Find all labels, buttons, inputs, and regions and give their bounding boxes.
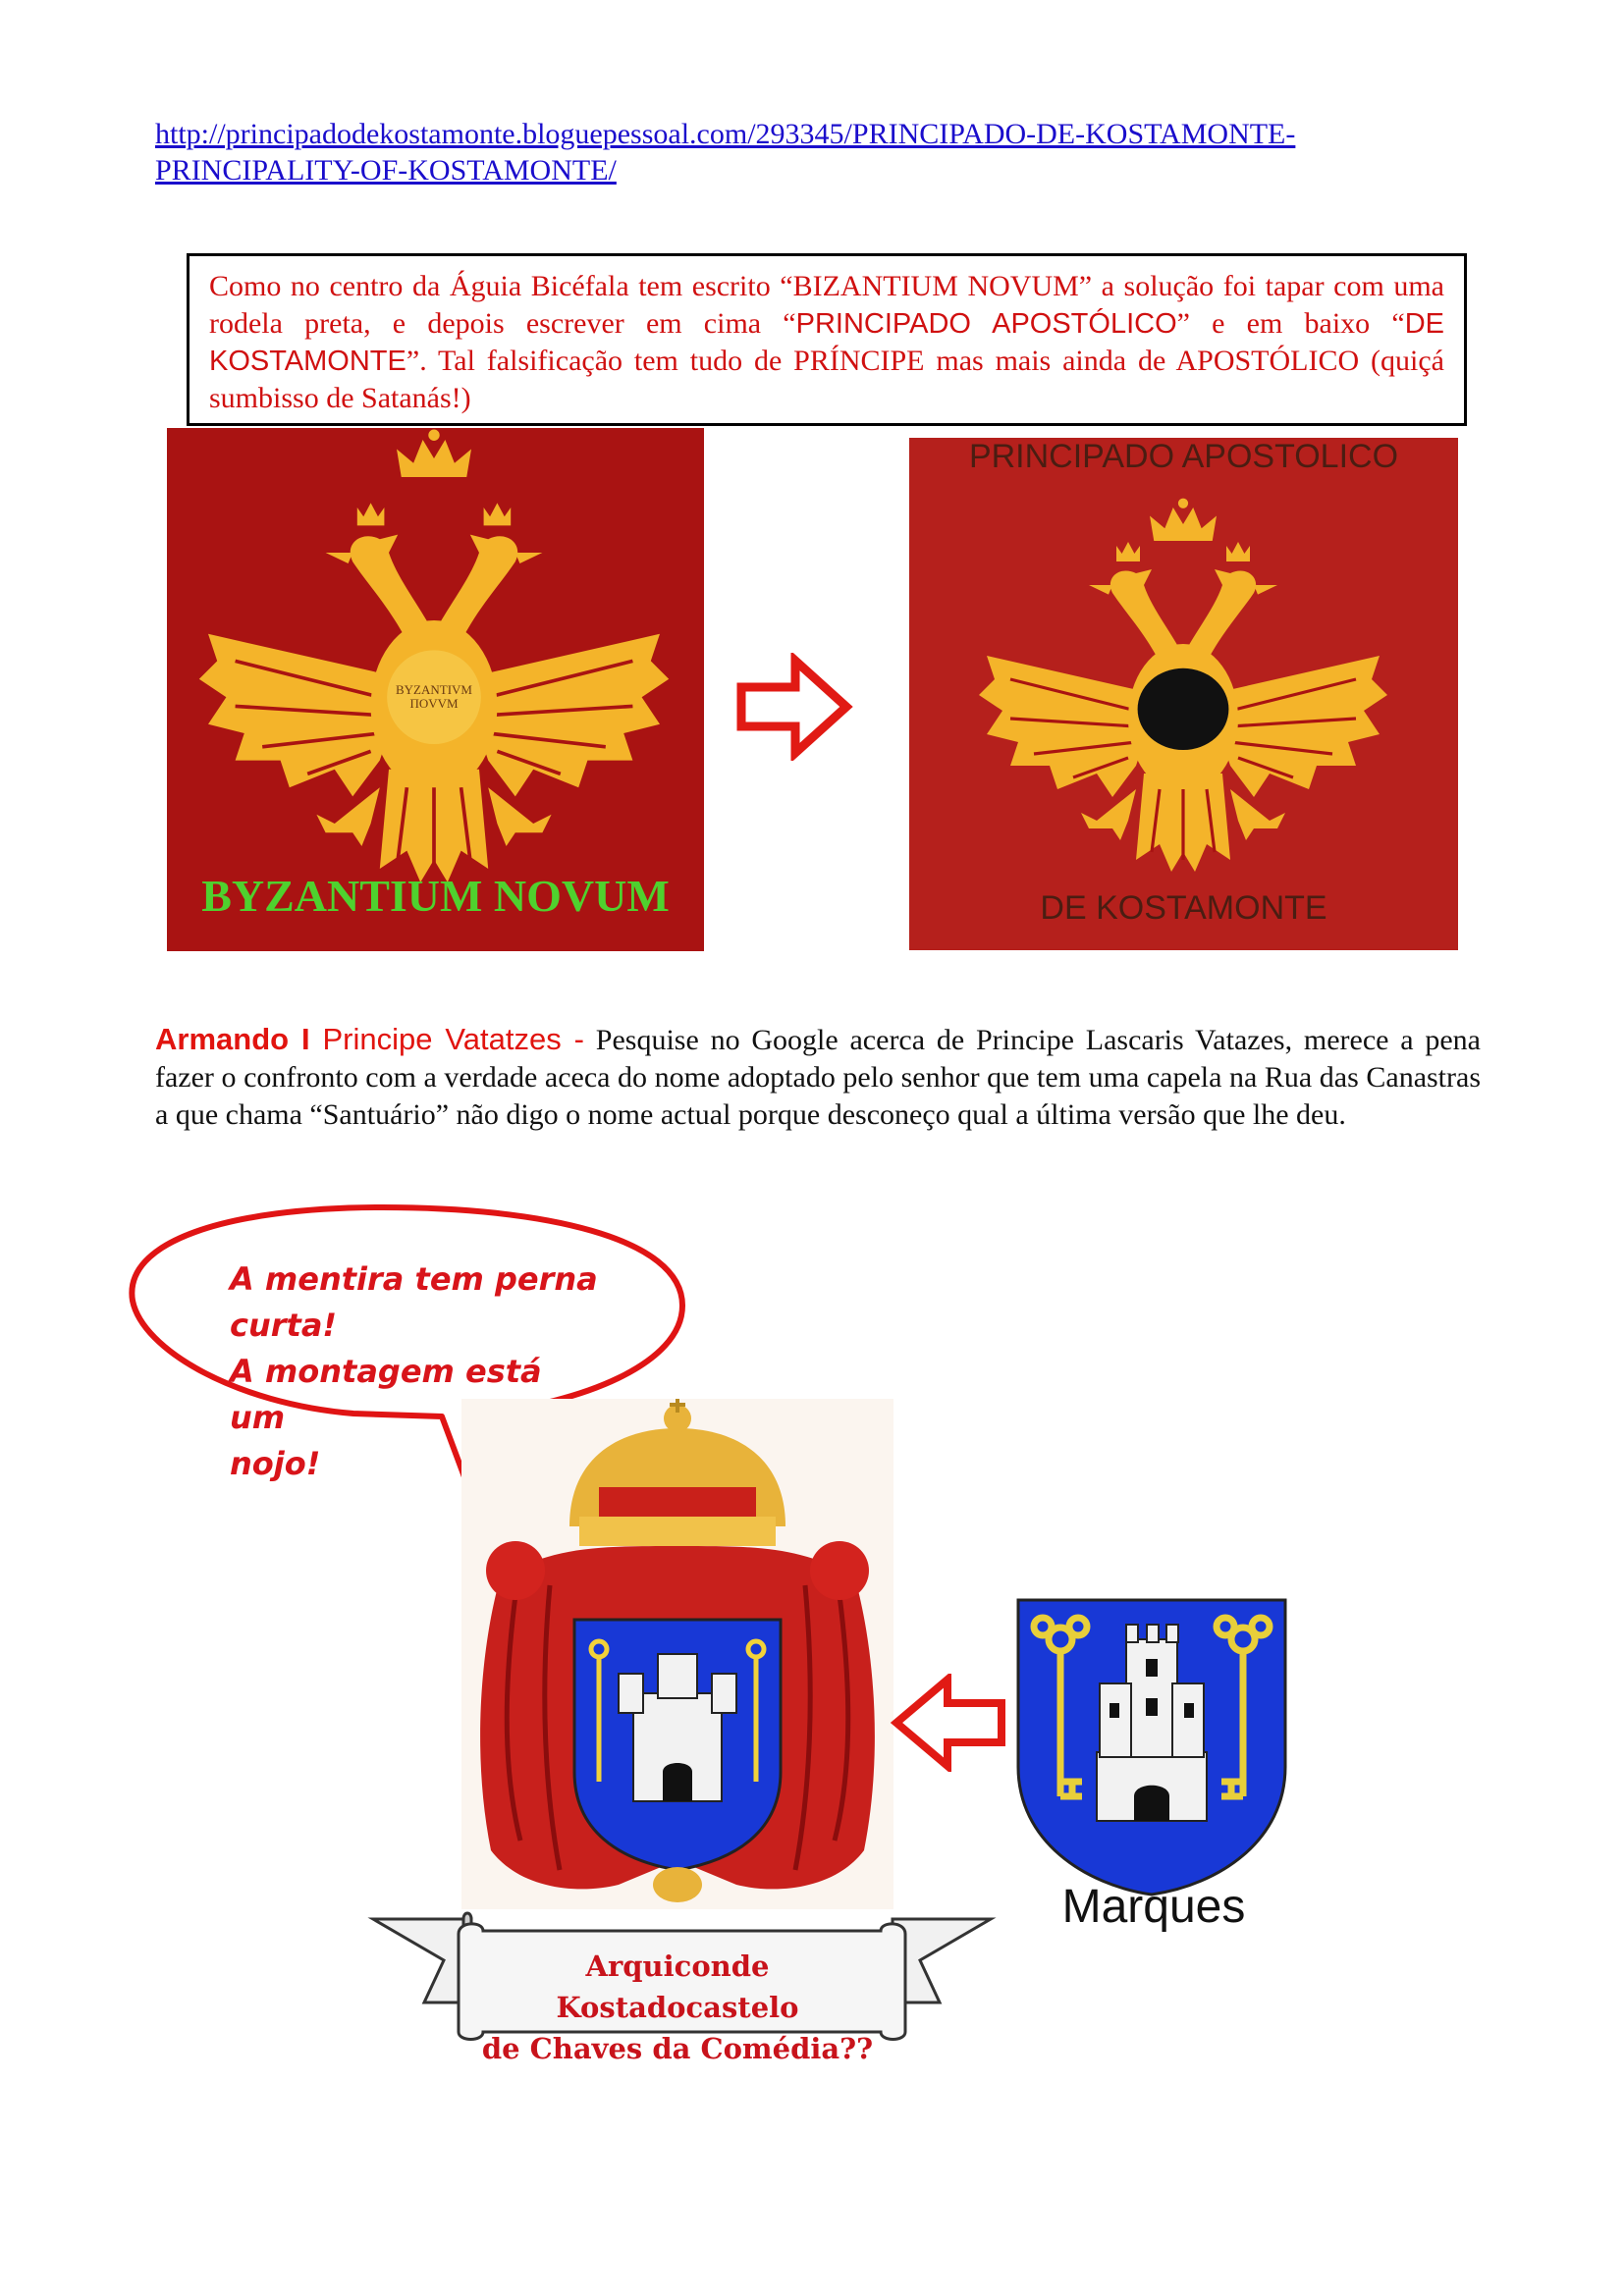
person-name-rest: Principe Vatatzes - <box>309 1022 584 1056</box>
bubble-line-2: curta! <box>230 1307 338 1344</box>
person-name-bold: Armando I <box>155 1022 310 1056</box>
bubble-line-3: A montagem está um <box>230 1353 542 1436</box>
coat-of-arms-mantle <box>461 1399 893 1909</box>
double-headed-eagle-icon <box>909 438 1458 950</box>
flag-right-bottom-caption: DE KOSTAMONTE <box>1040 889 1327 927</box>
caption-principado: PRINCIPADO APOSTÓLICO <box>795 308 1177 340</box>
paragraph-text: Pesquise no Google acerca de Principe Lascaris Vatazes, merece a pena fazer o confronto com a verdade aceca do nome adoptado pelo senhor que tem uma capela na Rua das Canastras a que chama “Santuário” não digo o nome actual porque desconeço qual a última versão que lhe deu. <box>155 1024 1481 1131</box>
caption-kostamonte: DE KOSTAMONTE <box>209 308 1444 377</box>
flag-principado <box>909 438 1458 950</box>
shield-label: Marques <box>1061 1881 1246 1933</box>
eagle-inscription <box>385 683 483 711</box>
description-paragraph <box>155 1021 1481 1134</box>
left-arrow-icon <box>889 1674 1006 1772</box>
source-link[interactable]: http://principadodekostamonte.bloguepessoal.com/293345/PRINCIPADO-DE-KOSTAMONTE-PRINCIPALITY-OF-KOSTAMONTE/ <box>155 118 1296 187</box>
caption-text-2: ” e em baixo “ <box>1176 307 1405 340</box>
ribbon-line-1: Arquiconde Kostadocastelo <box>556 1949 799 2024</box>
eagle-inscription-line1: BYZANTIVM <box>396 682 472 697</box>
bubble-line-4: nojo! <box>230 1445 321 1482</box>
eagle-inscription-line2: ΠΟVVM <box>409 696 459 711</box>
ribbon-line-2: de Chaves da Comédia?? <box>481 2032 874 2065</box>
flag-left-caption: BYZANTIUM NOVUM <box>201 871 670 921</box>
right-arrow-icon <box>736 653 854 761</box>
caption-text-3: ”. Tal falsificação tem tudo de PRÍNCIPE mas mais ainda de APOSTÓLICO (quiçá sumbisso de Satanás!) <box>209 345 1444 414</box>
ribbon-text <box>461 1946 893 2069</box>
flag-byzantium <box>167 428 704 951</box>
caption-box <box>187 253 1467 426</box>
bubble-line-1: A mentira tem perna <box>230 1260 598 1298</box>
flag-right-top-caption: PRINCIPADO APOSTOLICO <box>968 438 1399 475</box>
caption-text-1: Como no centro da Águia Bicéfala tem escrito “BIZANTIUM NOVUM” a solução foi tapar com uma rodela preta, e depois escrever em cima “ <box>209 270 1444 340</box>
shield-marques <box>1013 1595 1290 1899</box>
